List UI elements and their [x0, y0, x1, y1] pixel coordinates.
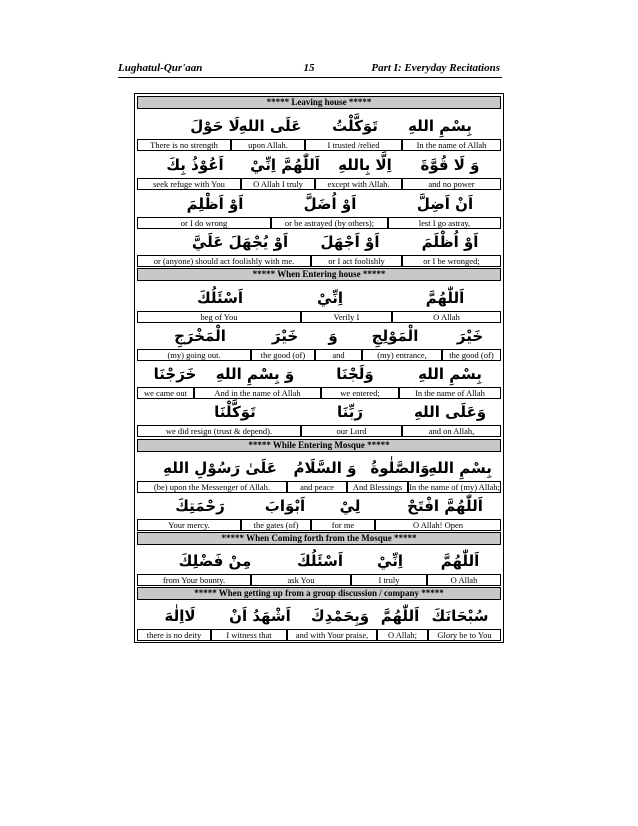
arabic-word: بِسْمِ اللهِ [418, 365, 482, 383]
arabic-word: اِلَّا بِاللهِ [338, 156, 392, 174]
english-gloss: or I do wrong [137, 217, 271, 229]
english-gloss: except with Allah. [315, 178, 402, 190]
english-gloss: In the name of (my) Allah; [409, 482, 500, 492]
english-gloss: And in the name of Allah [194, 387, 321, 399]
arabic-word: اَللّٰهُمَّ [380, 607, 420, 625]
section-title-leaving-mosque: ***** When Coming forth from the Mosque ***** [137, 532, 501, 545]
english-gloss: O Allah I truly [241, 178, 315, 190]
arabic-word: وَ السَّلَامُ [293, 459, 357, 477]
arabic-word: الْمَوْلِجِ [371, 327, 419, 345]
english-gloss: I witness that [211, 629, 287, 641]
arabic-word: عَلَىٰ رَسُوْلِ اللهِ [163, 459, 277, 477]
english-gloss: from Your bounty. [137, 574, 251, 586]
arabic-word: اَعُوْذُ بِكَ [166, 156, 224, 174]
english-gloss: Verily I [301, 311, 392, 323]
english-gloss: our Lord [301, 425, 402, 437]
arabic-word: اَوْ اَظْلِمَ [186, 195, 244, 213]
arabic-word: اَوْ اَجْهَلَ [320, 233, 380, 251]
arabic-word: وَعَلَى اللهِ [413, 403, 487, 421]
page-number: 15 [303, 62, 315, 74]
arabic-word: وَ لَا قُوَّةَ [420, 156, 480, 174]
arabic-word: الْمَخْرَجِ [174, 327, 226, 345]
english-gloss: Your mercy. [137, 519, 241, 531]
arabic-word: وَلَجْنَا [336, 365, 374, 383]
book-title: Lughatul-Qur'aan [118, 62, 203, 74]
arabic-word: اَسْئَلُكَ [196, 289, 244, 307]
arabic-word: وَ بِسْمِ اللهِ [215, 365, 295, 383]
arabic-word: وَالصَّلٰوةُ [370, 459, 430, 477]
english-gloss: or (anyone) should act foolishly with me. [137, 255, 311, 267]
arabic-word: اَللّٰهُمَّ اِنِّيْ [250, 156, 320, 174]
arabic-word: بِسْمِ اللهِ [408, 117, 472, 135]
english-gloss: ask You [251, 574, 351, 586]
section-title-entering-house: ***** When Entering house ***** [137, 268, 501, 281]
header-rule [118, 77, 502, 78]
arabic-word: اَوْ اُظْلَمَ [421, 233, 479, 251]
part-title: Part I: Everyday Recitations [371, 62, 500, 74]
arabic-word: اَنْ اَضِلَّ [416, 195, 474, 213]
english-gloss: lest I go astray, [388, 217, 501, 229]
arabic-word: رَبِّنَا [336, 403, 364, 421]
arabic-word: رَحْمَتِكَ [175, 497, 225, 515]
arabic-word: وَبِحَمْدِكَ [310, 607, 370, 625]
english-gloss: the good (of) [442, 349, 501, 361]
arabic-word: خَيْرَ [271, 327, 299, 345]
english-gloss: or be astrayed (by others); [271, 217, 388, 229]
english-gloss: beg of You [137, 311, 301, 323]
arabic-word: اَشْهَدُ اَنْ [229, 607, 291, 625]
english-gloss: (my) going out. [137, 349, 251, 361]
english-gloss: (my) entrance, [362, 349, 442, 361]
section-title-leaving-house: ***** Leaving house ***** [137, 96, 501, 109]
english-gloss: and with Your praise, [287, 629, 377, 641]
arabic-word: اَللّٰهُمَّ [425, 289, 465, 307]
arabic-word: اِنِّيْ [317, 289, 343, 307]
section-title-leaving-gathering: ***** When getting up from a group discussion / company ***** [137, 587, 501, 600]
english-gloss: seek refuge with You [137, 178, 241, 190]
english-gloss: we did resign (trust & depend). [137, 425, 301, 437]
arabic-word: وَ [328, 327, 338, 345]
english-gloss: the good (of) [251, 349, 315, 361]
english-gloss: O Allah [392, 311, 501, 323]
arabic-word: اَوْ يُجْهَلَ عَلَيَّ [191, 233, 289, 251]
arabic-word: لَااِلٰهَ [164, 607, 196, 625]
english-gloss: There is no strength [137, 139, 231, 151]
arabic-word: لِيْ [339, 497, 361, 515]
english-gloss: O Allah [427, 574, 501, 586]
english-gloss: we entered; [321, 387, 399, 399]
arabic-word: عَلَى اللهِ [238, 117, 302, 135]
arabic-word: اِنِّيْ [377, 552, 403, 570]
english-gloss: In the name of Allah [399, 387, 501, 399]
arabic-word: اَللّٰهُمَّ افْتَحْ [407, 497, 483, 515]
arabic-word: مِنْ فَضْلِكَ [178, 552, 252, 570]
english-gloss: or I be wronged; [402, 255, 501, 267]
english-gloss: and peace [287, 481, 347, 493]
english-gloss: (be) upon the Messenger of Allah. [137, 481, 287, 493]
english-gloss: for me [311, 519, 375, 531]
english-gloss: or I act foolishly [311, 255, 402, 267]
english-gloss: upon Allah. [231, 139, 305, 151]
english-gloss: we came out [137, 387, 194, 399]
arabic-word: اَسْئَلُكَ [296, 552, 344, 570]
arabic-word: اَبْوَابَ [264, 497, 306, 515]
english-gloss: And Blessings [347, 481, 408, 493]
english-gloss: Glory be to You [428, 629, 501, 641]
arabic-word: خَرَجْنَا [153, 365, 197, 383]
english-gloss: the gates (of) [241, 519, 311, 531]
english-gloss: I truly [351, 574, 427, 586]
english-gloss: there is no deity [137, 629, 211, 641]
english-gloss: In the name of Allah [402, 139, 501, 151]
arabic-word: سُبْحَانَكَ [431, 607, 489, 625]
english-gloss: and no power [402, 178, 501, 190]
arabic-word: بِسْمِ اللهِ [428, 459, 492, 477]
arabic-word: تَوَكَّلْنَا [214, 403, 256, 421]
arabic-word: خَيْرَ [456, 327, 484, 345]
arabic-word: لَا حَوْلَ [190, 117, 240, 135]
arabic-word: اَوْ اُضَلَّ [303, 195, 357, 213]
english-gloss: O Allah; [377, 629, 428, 641]
arabic-word: اَللّٰهُمَّ [440, 552, 480, 570]
english-gloss: I trusted /relied [305, 139, 402, 151]
english-gloss: and on Allah, [402, 425, 501, 437]
arabic-word: تَوَكَّلْتُ [332, 117, 378, 135]
page-header [118, 62, 500, 76]
english-gloss: O Allah! Open [375, 519, 501, 531]
english-gloss: and [315, 349, 362, 361]
section-title-entering-mosque: ***** While Entering Mosque ***** [137, 439, 501, 452]
